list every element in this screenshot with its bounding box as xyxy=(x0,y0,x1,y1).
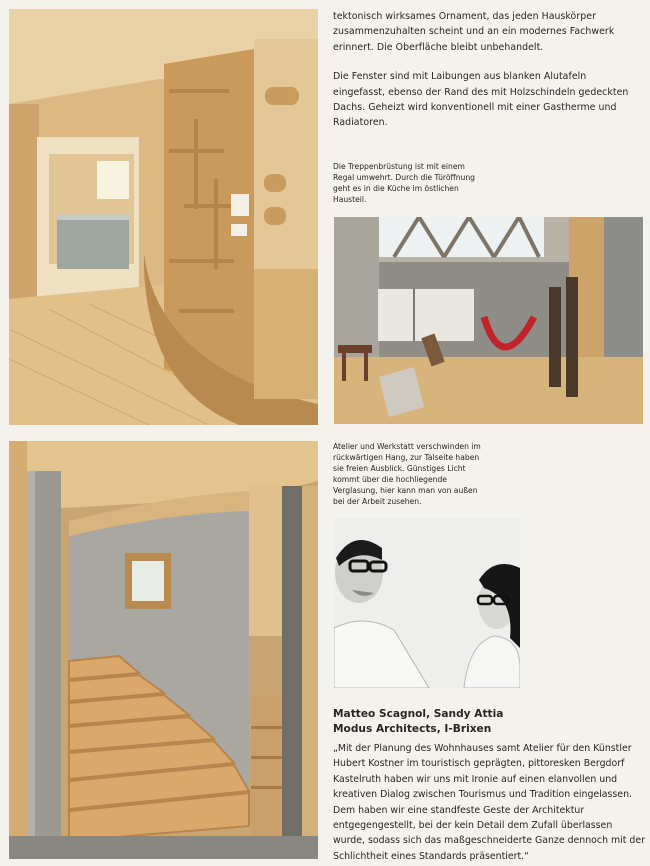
intro-text xyxy=(333,9,637,145)
caption-atelier: Atelier und Werkstatt verschwinden im rückwärtigen Hang, zur Talseite haben sie freien Ausblick. Günstiges Licht kommt über die hochliegende Verglasung, hier kann man von außen bei der Arbeit zusehen. xyxy=(333,442,481,506)
intro-paragraph-1: tektonisch wirksames Ornament, das jeden Hauskörper zusammenzuhalten scheint und an ein modernes Fachwerk erinnert. Die Oberfläche bleibt unbehandelt. xyxy=(333,11,615,53)
intro-paragraph-2: Die Fenster sind mit Laibungen aus blanken Alutafeln eingefasst, ebenso der Rand des mit Holzschindeln gedeckten Dachs. Geheizt wird konventionell mit einer Gastherme und Radiatoren. xyxy=(333,71,629,129)
caption-staircase-shelf: Die Treppenbrüstung ist mit einem Regal umwehrt. Durch die Türöffnung geht es in die Küche im östlichen Hausteil. xyxy=(333,162,475,204)
photo-architects-portrait xyxy=(334,518,520,688)
architects-firm: Modus Architects, I-Brixen xyxy=(333,723,492,735)
photo-atelier xyxy=(334,217,643,424)
photo-spiral-staircase xyxy=(9,441,318,859)
photo-interior-shelf xyxy=(9,9,318,425)
architects-quote: „Mit der Planung des Wohnhauses samt Atelier für den Künstler Hubert Kostner im touristisch geprägten, pittoresken Bergdorf Kastelruth haben wir uns mit Ironie auf einen elanvollen und kreativen Dialog zwischen Tourismus und Tradition eingelassen. Dem haben wir eine standfeste Geste der Architektur entgegengestellt, bei der kein Detail dem Zufall überlassen wurde, sodass sich das maßgeschneiderte Ganze dennoch mit der Schlichtheit eines Standards präsentiert.“ xyxy=(333,743,645,862)
architects-credit xyxy=(333,707,645,864)
architects-names: Matteo Scagnol, Sandy Attia xyxy=(333,708,504,720)
